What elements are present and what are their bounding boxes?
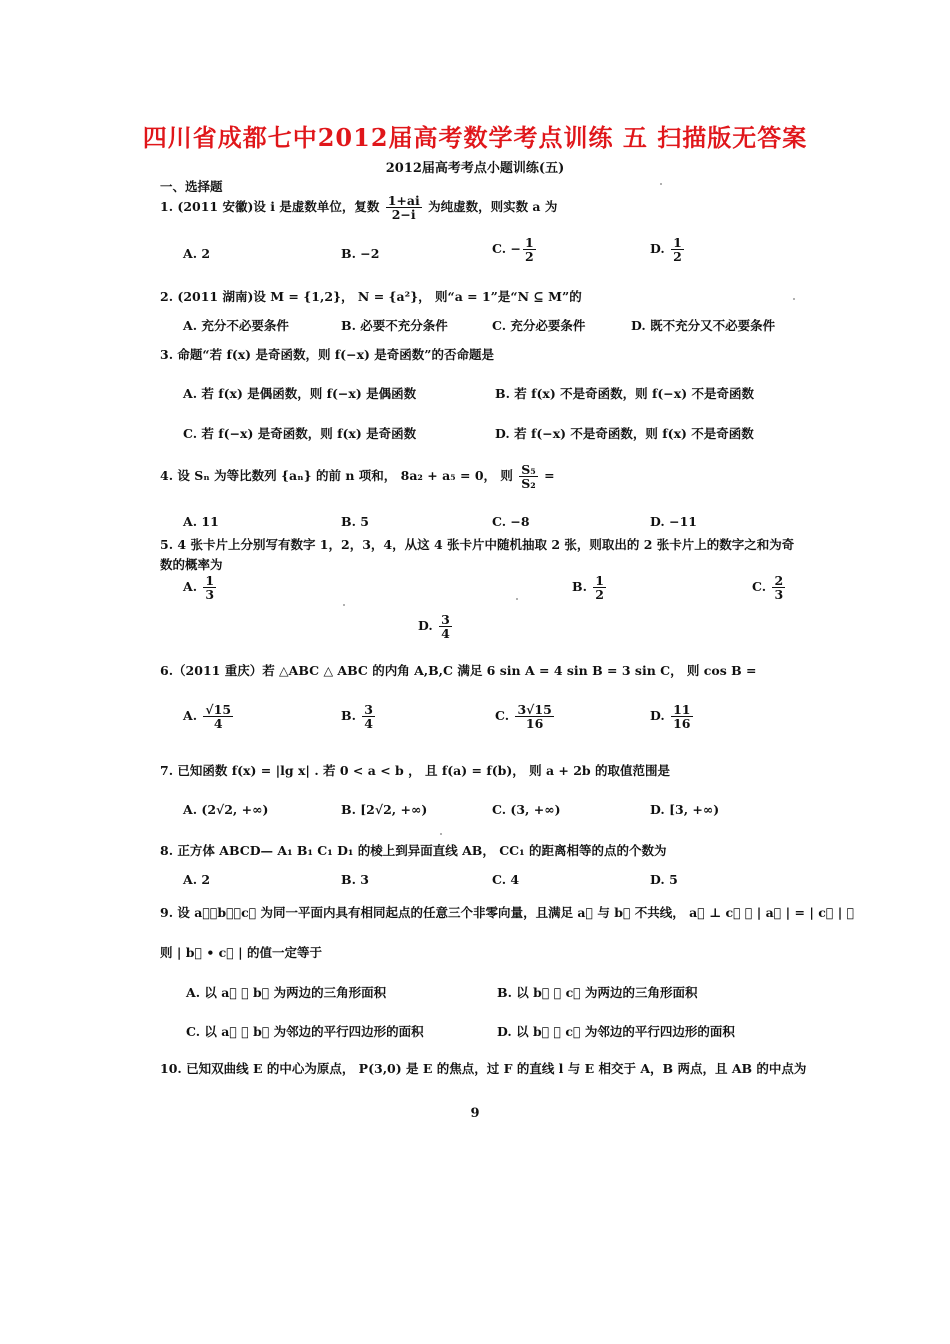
q6-option-d: D. $\frac{11}{16}$	[650, 702, 691, 732]
q3-option-c: C. 若 f(−x) 是奇函数，则 f(x) 是奇函数	[183, 426, 417, 441]
q6-option-b: B. $\frac{3}{4}$	[341, 702, 373, 732]
question-1-stem	[160, 194, 557, 221]
question-5-line-1: 5. 4 张卡片上分别写有数字 1，2，3，4，从这 4 张卡片中随机抽取 2 张，则取出的 2 张卡片上的数字之和为奇	[160, 537, 795, 552]
q7-option-a: A. (2√2, +∞)	[183, 802, 269, 817]
q8-option-a: A. 2	[183, 872, 211, 887]
q9-option-c: C. 以 a⃗ ， b⃗ 为邻边的平行四边形的面积	[186, 1024, 424, 1039]
q1-option-d: D. $\frac{1}{2}$	[650, 235, 682, 265]
scan-speck	[793, 298, 795, 300]
section-heading: 一、选择题	[160, 179, 223, 194]
q6-option-c: C. $\frac{3√15}{16}$	[495, 702, 552, 732]
q4-option-d: D. −11	[650, 514, 697, 529]
q3-option-b: B. 若 f(x) 不是奇函数，则 f(−x) 不是奇函数	[495, 386, 754, 401]
q7-option-d: D. [3, +∞)	[650, 802, 720, 817]
q9-option-b: B. 以 b⃗ ， c⃗ 为两边的三角形面积	[497, 985, 698, 1000]
q4-option-c: C. −8	[492, 514, 530, 529]
question-7-stem: 7. 已知函数 f(x) = |lg x| . 若 0 < a < b ， 且 f(a) = f(b)， 则 a + 2b 的取值范围是	[160, 763, 671, 778]
q1-option-b: B. −2	[341, 246, 380, 261]
q8-option-d: D. 5	[650, 872, 678, 887]
question-4-stem	[160, 463, 555, 490]
q4-fraction: $\frac{\text{S₅}}{\text{S₂}}$	[521, 462, 536, 492]
document-title: 四川省成都七中2012届高考数学考点训练 五 扫描版无答案	[142, 123, 808, 152]
q7-option-b: B. [2√2, +∞)	[341, 802, 428, 817]
page-number: 9	[470, 1106, 480, 1121]
q9-option-d: D. 以 b⃗ ， c⃗ 为邻边的平行四边形的面积	[497, 1024, 735, 1039]
question-9-line-2: 则 | b⃗ • c⃗ | 的值一定等于	[160, 945, 323, 960]
document-subtitle: 2012届高考考点小题训练(五)	[385, 161, 565, 176]
q9-option-a: A. 以 a⃗ ， b⃗ 为两边的三角形面积	[186, 985, 387, 1000]
q4-post: =	[544, 468, 555, 484]
q6-option-a: A. $\frac{√15}{4}$	[183, 702, 232, 732]
q4-option-a: A. 11	[183, 514, 219, 529]
q8-option-b: B. 3	[341, 872, 369, 887]
q8-option-c: C. 4	[492, 872, 520, 887]
scan-speck	[440, 833, 442, 835]
question-3-stem: 3. 命题“若 f(x) 是奇函数，则 f(−x) 是奇函数”的否命题是	[160, 347, 494, 362]
q1-fraction: $\frac{1+ai}{2-i}$	[387, 193, 420, 223]
question-2-stem: 2. (2011 湖南)设 M = {1,2}， N = {a²}， 则“a = 1”是“N ⊆ M”的	[160, 289, 582, 304]
q3-option-a: A. 若 f(x) 是偶函数，则 f(−x) 是偶函数	[183, 386, 417, 401]
q1-pre: 1. (2011 安徽)设 i 是虚数单位，复数	[160, 199, 380, 215]
q2-option-c: C. 充分必要条件	[492, 318, 586, 333]
scan-speck	[343, 604, 345, 606]
q5-option-a: A. $\frac{1}{3}$	[183, 573, 215, 603]
scan-speck	[660, 183, 662, 185]
q5-option-b: B. $\frac{1}{2}$	[572, 573, 604, 603]
scan-speck	[516, 598, 518, 600]
q2-option-a: A. 充分不必要条件	[183, 318, 289, 333]
q1-post: 为纯虚数，则实数 a 为	[428, 199, 558, 215]
q1-option-a: A. 2	[183, 246, 211, 261]
question-6-stem: 6.（2011 重庆）若 △ABC △ ABC 的内角 A,B,C 满足 6 sin A = 4 sin B = 3 sin C， 则 cos B =	[160, 663, 757, 678]
q7-option-c: C. (3, +∞)	[492, 802, 561, 817]
question-9-line-1: 9. 设 a⃗，b⃗，c⃗ 为同一平面内具有相同起点的任意三个非零向量，且满足 a⃗ 与 b⃗ 不共线， a⃗ ⊥ c⃗ ， | a⃗ | = | c⃗ | ，	[160, 905, 855, 920]
question-5-line-2: 数的概率为	[160, 557, 223, 572]
q4-option-b: B. 5	[341, 514, 369, 529]
question-8-stem: 8. 正方体 ABCD— A₁ B₁ C₁ D₁ 的棱上到异面直线 AB， CC₁ 的距离相等的点的个数为	[160, 843, 667, 858]
q1-option-c: C. − $\frac{1}{2}$	[492, 235, 534, 265]
q2-option-b: B. 必要不充分条件	[341, 318, 448, 333]
q2-option-d: D. 既不充分又不必要条件	[631, 318, 776, 333]
q5-option-d: D. $\frac{3}{4}$	[418, 612, 450, 642]
q5-option-c: C. $\frac{2}{3}$	[752, 573, 784, 603]
q3-option-d: D. 若 f(−x) 不是奇函数，则 f(x) 不是奇函数	[495, 426, 754, 441]
question-10-stem: 10. 已知双曲线 E 的中心为原点， P(3,0) 是 E 的焦点，过 F 的直线 l 与 E 相交于 A，B 两点，且 AB 的中点为	[160, 1061, 807, 1076]
q4-pre: 4. 设 Sₙ 为等比数列 {aₙ} 的前 n 项和， 8a₂ + a₅ = 0， 则	[160, 468, 513, 484]
